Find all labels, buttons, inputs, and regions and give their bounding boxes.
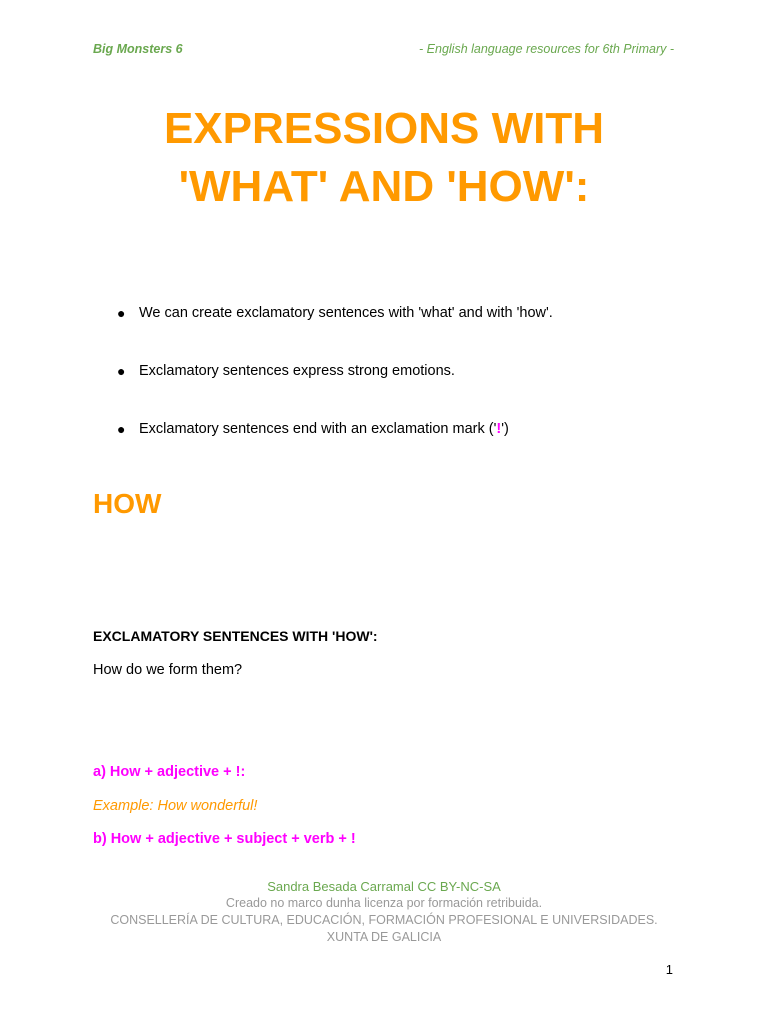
page-title-line-2: 'WHAT' AND 'HOW':: [178, 162, 590, 211]
rule-b: b) How + adjective + subject + verb + !: [93, 831, 356, 847]
bullet-dot-icon: ●: [117, 421, 126, 437]
bullet-dot-icon: ●: [117, 305, 126, 321]
footer-license-note: Creado no marco dunha licenza por formación retribuida.: [225, 896, 543, 910]
bullet-text-3-before: Exclamatory sentences end with an exclamation mark (': [139, 421, 497, 437]
footer-xunta: XUNTA DE GALICIA: [326, 930, 442, 944]
page-title-line-1: EXPRESSIONS WITH: [163, 104, 605, 153]
subheading-exclamatory-how: EXCLAMATORY SENTENCES WITH 'HOW':: [93, 628, 378, 644]
bullet-item-1: [93, 302, 693, 360]
question-text: How do we form them?: [93, 662, 243, 678]
bullet-item-3: [93, 418, 693, 476]
exclamation-mark-highlight: !: [496, 421, 502, 437]
bullet-item-2: [93, 360, 693, 418]
header-left-title: Big Monsters 6: [93, 42, 183, 56]
bullet-text-2: Exclamatory sentences express strong emotions.: [139, 363, 455, 379]
page-number: 1: [665, 962, 673, 977]
footer: [0, 878, 768, 946]
section-heading-how: HOW: [93, 488, 162, 519]
rule-a: a) How + adjective + !:: [93, 764, 246, 780]
header-right-subtitle: - English language resources for 6th Primary -: [419, 42, 674, 56]
footer-ministry: CONSELLERÍA DE CULTURA, EDUCACIÓN, FORMACIÓN PROFESIONAL E UNIVERSIDADES.: [110, 913, 658, 927]
bullet-text-1: We can create exclamatory sentences with 'what' and with 'how'.: [139, 305, 553, 321]
example-text: Example: How wonderful!: [93, 798, 258, 814]
bullet-dot-icon: ●: [117, 363, 126, 379]
footer-author: Sandra Besada Carramal CC BY-NC-SA: [267, 879, 501, 894]
page-title: [0, 100, 768, 216]
bullet-text-3-after: '): [501, 421, 509, 437]
bullet-list: [93, 302, 693, 476]
